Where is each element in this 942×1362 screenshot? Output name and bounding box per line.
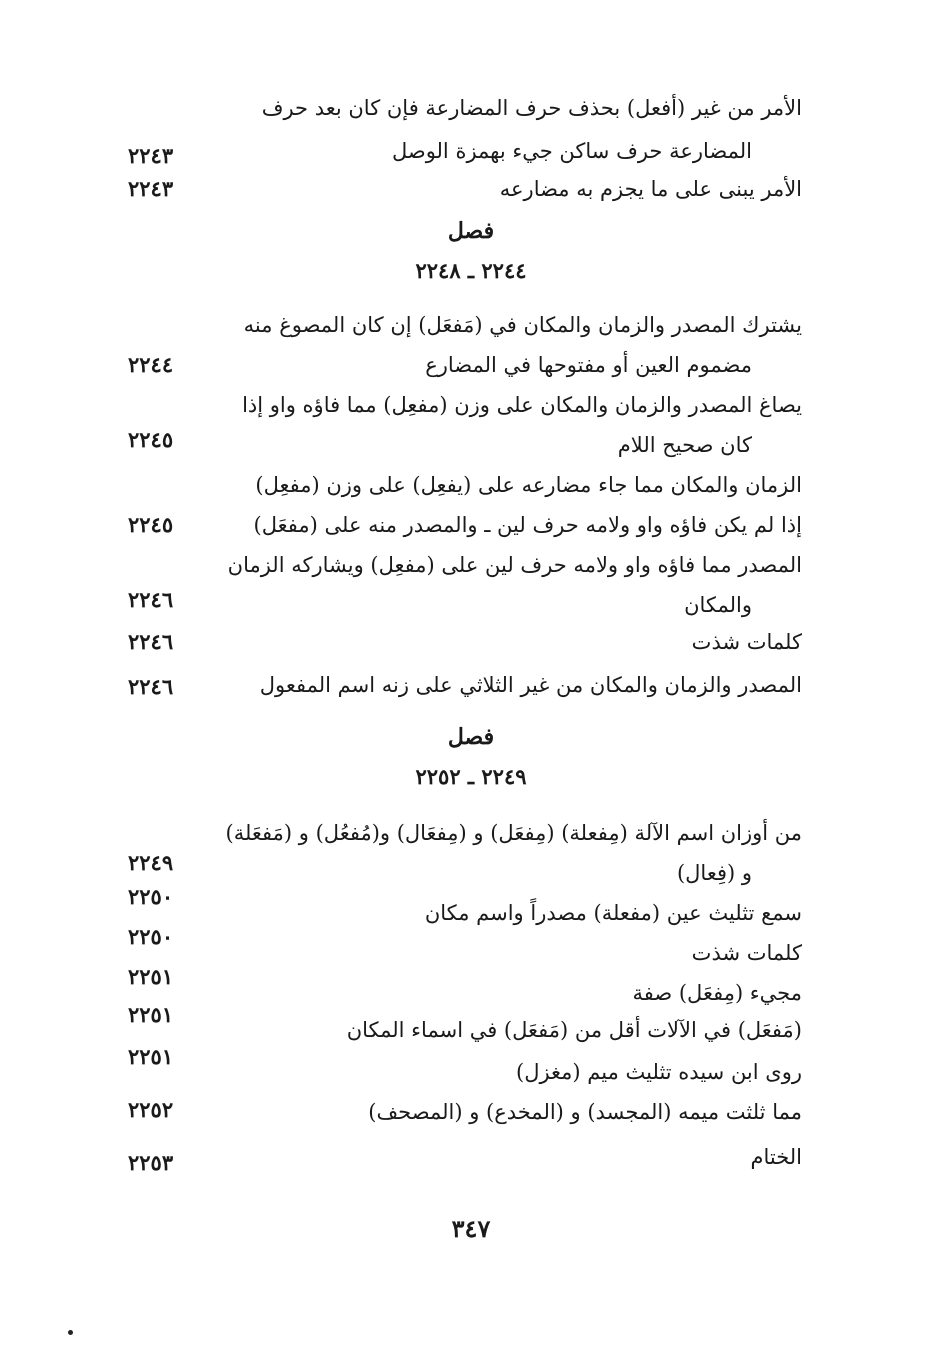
page-ref: ٢٢٥٠ (128, 924, 174, 949)
page-ref: ٢٢٤٦ (128, 587, 174, 612)
entry-line: الأمر يبنى على ما يجزم به مضارعه (499, 177, 802, 201)
page-ref: ٢٢٤٦ (128, 629, 174, 654)
entry-line: كلمات شذت (691, 941, 802, 965)
entry-line: روى ابن سيده تثليث ميم (مغزل) (516, 1060, 802, 1084)
scan-speck (68, 1330, 73, 1335)
section-range: ٢٢٤٩ ـ ٢٢٥٢ (415, 764, 527, 789)
page-ref: ٢٢٤٣ (128, 176, 174, 201)
entry-line: مجيء (مِفعَل) صفة (632, 981, 802, 1005)
entry-line: يصاغ المصدر والزمان والمكان على وزن (مفعِل) مما فاؤه واو إذا (242, 393, 802, 417)
page-ref: ٢٢٤٥ (128, 512, 174, 537)
page-ref: ٢٢٥٠ (128, 884, 174, 909)
section-heading: فصل (447, 724, 495, 750)
entry-line: المصدر مما فاؤه واو ولامه حرف لين على (مفعِل) ويشاركه الزمان (227, 553, 802, 577)
page-ref: ٢٢٥١ (128, 1044, 174, 1069)
entry-line: المضارعة حرف ساكن جيء بهمزة الوصل (391, 139, 752, 163)
section-range: ٢٢٤٤ ـ ٢٢٤٨ (415, 258, 527, 283)
entry-line: والمكان (684, 593, 752, 617)
entry-line: الأمر من غير (أفعل) بحذف حرف المضارعة فإن كان بعد حرف (261, 96, 802, 120)
entry-line: سمع تثليث عين (مفعلة) مصدراً واسم مكان (424, 901, 802, 925)
entry-line: إذا لم يكن فاؤه واو ولامه حرف لين ـ والمصدر منه على (مفعَل) (253, 513, 802, 537)
entry-line: و (فِعال) (676, 861, 752, 885)
entry-line: الختام (750, 1145, 802, 1169)
page-ref: ٢٢٤٦ (128, 674, 174, 699)
entry-line: المصدر والزمان والمكان من غير الثلاثي على زنه اسم المفعول (259, 673, 802, 697)
entry-line: مما ثلثت ميمه (المجسد) و (المخدع) و (المصحف) (368, 1100, 802, 1124)
page-ref: ٢٢٤٥ (128, 427, 174, 452)
entry-line: الزمان والمكان مما جاء مضارعه على (يفعِل) على وزن (مفعِل) (255, 473, 802, 497)
page-ref: ٢٢٥٢ (128, 1097, 174, 1122)
entry-line: كان صحيح اللام (617, 433, 752, 457)
page-ref: ٢٢٤٤ (128, 352, 174, 377)
page-ref: ٢٢٥١ (128, 1002, 174, 1027)
page-ref: ٢٢٤٣ (128, 143, 174, 168)
page-ref: ٢٢٥١ (128, 964, 174, 989)
section-heading: فصل (447, 218, 495, 244)
entry-line: (مَفعَل) في الآلات أقل من (مَفعَل) في اسماء المكان (346, 1018, 802, 1042)
page-ref: ٢٢٥٣ (128, 1150, 174, 1175)
entry-line: يشترك المصدر والزمان والمكان في (مَفعَل) إن كان المصوغ منه (243, 313, 802, 337)
entry-line: من أوزان اسم الآلة (مِفعلة) (مِفعَل) و (مِفعَال) و(مُفعُل) و (مَفعَلة) (225, 821, 802, 845)
page-ref: ٢٢٤٩ (128, 850, 174, 875)
entry-line: كلمات شذت (691, 630, 802, 654)
page-number: ٣٤٧ (451, 1214, 491, 1243)
entry-line: مضموم العين أو مفتوحها في المضارع (425, 353, 752, 377)
